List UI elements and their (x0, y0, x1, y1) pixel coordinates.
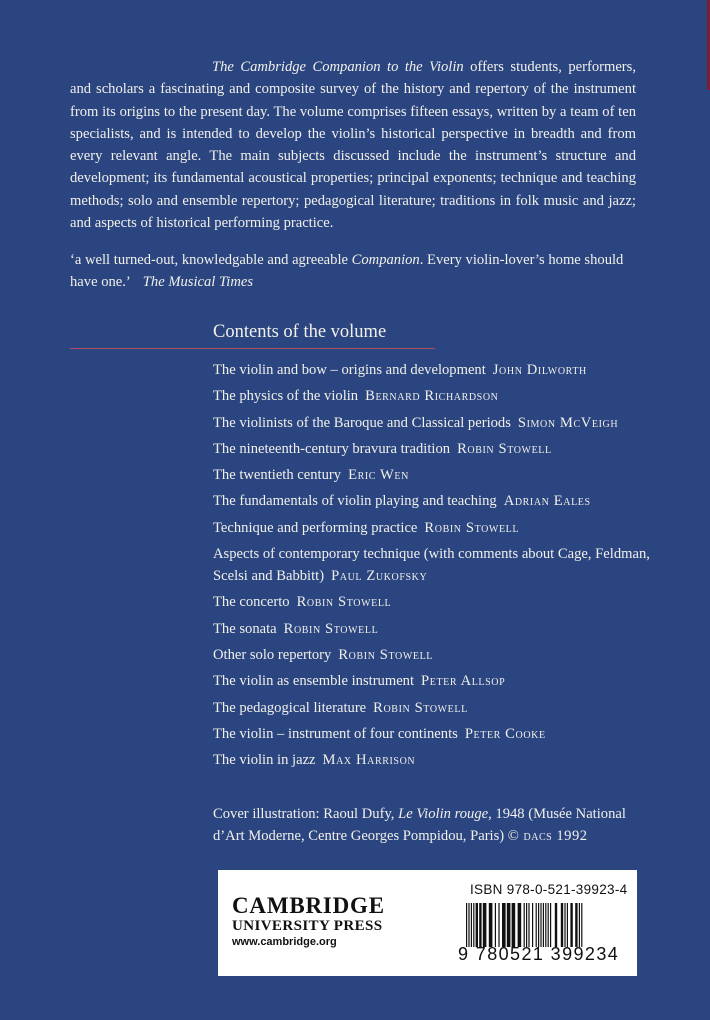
contents-item-title: The physics of the violin (213, 388, 359, 405)
barcode-bar (581, 903, 582, 947)
barcode-bar (489, 903, 493, 947)
publisher-url: www.cambridge.org (232, 936, 337, 948)
contents-item-title: The violin and bow – origins and development (213, 362, 486, 378)
barcode-bar (473, 903, 474, 947)
contents-item-author: Bernard Richardson (365, 388, 499, 405)
contents-item-title: The sonata (213, 620, 277, 637)
review-quote (70, 249, 640, 294)
barcode-bar (512, 903, 516, 947)
barcode-bar (526, 903, 527, 947)
barcode-bar (466, 903, 467, 947)
contents-item (213, 749, 653, 771)
contents-item-author: Robin Stowell (424, 519, 520, 536)
contents-item (213, 618, 653, 640)
contents-divider (70, 348, 435, 349)
barcode-bar (495, 903, 496, 947)
contents-item (213, 517, 653, 539)
contents-item-author: Robin Stowell (373, 699, 468, 716)
publisher-subname: UNIVERSITY PRESS (232, 918, 383, 934)
contents-item (213, 543, 653, 587)
barcode-bar (476, 903, 478, 947)
contents-item-author: Paul Zukofsky (331, 568, 428, 585)
contents-item-author: Peter Allsop (421, 673, 506, 690)
contents-item-author: Robin Stowell (457, 440, 552, 457)
contents-item-title: The twentieth century (213, 467, 342, 484)
barcode-bar (543, 903, 544, 947)
barcode-bar (548, 903, 549, 947)
barcode-bar (507, 903, 511, 947)
description-blurb (70, 56, 636, 234)
contents-item (213, 385, 653, 407)
contents-item (213, 723, 653, 745)
isbn-label: ISBN 978-0-521-39923-4 (470, 882, 628, 897)
cover-credit (213, 803, 653, 848)
barcode-bar (561, 903, 563, 947)
credit-details: , 1948 (Musée National d’Art Moderne, Centre Georges Pompidou, Paris) (213, 806, 626, 845)
publisher-logo (232, 894, 385, 950)
contents-item-title: The violin in jazz (213, 752, 316, 769)
publisher-name: CAMBRIDGE (232, 893, 385, 918)
credit-prefix: Cover illustration: Raoul Dufy, (213, 806, 399, 822)
book-title: The Cambridge Companion to the Violin (212, 59, 464, 75)
barcode-bar (524, 903, 525, 947)
contents-item (213, 644, 653, 666)
barcode-bar (479, 903, 481, 947)
contents-item-title: The violin – instrument of four continents (213, 725, 458, 742)
contents-list (213, 359, 653, 775)
credit-artwork-title: Le Violin rouge (398, 806, 489, 822)
barcode-bar (555, 903, 557, 947)
contents-heading: Contents of the volume (213, 322, 387, 342)
barcode-bar (528, 903, 529, 947)
contents-item-title: The violin as ensemble instrument (213, 673, 415, 690)
barcode-bar (502, 903, 506, 947)
barcode-bar (564, 903, 565, 947)
barcode-bar (567, 903, 568, 947)
barcode-digits: 9 780521 399234 (458, 944, 620, 964)
contents-item (213, 412, 653, 434)
barcode-image (458, 903, 636, 947)
barcode-bar (538, 903, 539, 947)
contents-item (213, 490, 653, 512)
contents-item-author: Robin Stowell (283, 620, 379, 637)
quote-text-end: . Every violin-lover’s home should have one.’ (70, 252, 624, 291)
contents-item (213, 591, 653, 613)
contents-item-title: Technique and performing practice (213, 519, 418, 536)
barcode-panel (218, 870, 637, 976)
barcode-bar (471, 903, 472, 947)
contents-item-author: Robin Stowell (296, 594, 392, 611)
barcode-bar (536, 903, 537, 947)
barcode-bar (550, 903, 551, 947)
contents-item (213, 359, 653, 381)
barcode-bar (540, 903, 541, 947)
barcode-bar (498, 903, 499, 947)
contents-item-title: The concerto (213, 594, 290, 611)
barcode-bar (532, 903, 533, 947)
contents-item-author: Eric Wen (348, 467, 409, 484)
contents-item-author: Simon McVeigh (517, 414, 619, 431)
contents-item-author: Peter Cooke (464, 725, 546, 742)
barcode-bar (570, 903, 572, 947)
contents-item-author: Adrian Eales (503, 493, 591, 510)
barcode-bar (468, 903, 469, 947)
barcode-bar (579, 903, 580, 947)
barcode-bar (575, 903, 577, 947)
quote-source: The Musical Times (142, 274, 254, 291)
contents-item-title: Other solo repertory (213, 646, 332, 663)
barcode-bar (518, 903, 522, 947)
quote-italic: Companion (351, 252, 420, 268)
contents-item-title: The violinists of the Baroque and Classical periods (213, 414, 511, 431)
contents-item-author: Robin Stowell (338, 646, 433, 663)
contents-item-title: The nineteenth-century bravura tradition (213, 440, 451, 457)
contents-item-title: Aspects of contemporary technique (with comments about Cage, Feldman, Scelsi and Babbitt) (213, 546, 650, 585)
contents-item (213, 697, 653, 719)
contents-item (213, 438, 653, 460)
blurb-text: offers students, performers, and scholars a fascinating and composite survey of the history and repertory of the instrument from its origins to the present day. The volume comprises fifteen essays, written by a team of ten specialists, and is intended to develop the violin’s historical perspective in breadth and from every relevant angle. The main subjects discussed include the instrument’s structure and development; its fundamental acoustical properties; principal exponents; technique and teaching methods; solo and ensemble repertory; pedagogical literature; traditions in folk music and jazz; and aspects of historical performing practice. (70, 59, 636, 232)
contents-item-title: The fundamentals of violin playing and teaching (213, 493, 497, 510)
contents-item-author: John Dilworth (492, 362, 587, 378)
quote-text-start: ‘a well turned-out, knowledgable and agreeable (70, 252, 352, 268)
barcode-bar (483, 903, 487, 947)
contents-item (213, 464, 653, 486)
contents-item-author: Max Harrison (322, 752, 416, 769)
contents-item (213, 670, 653, 692)
barcode-bar (545, 903, 546, 947)
credit-copyright: © dacs 1992 (507, 828, 588, 845)
contents-item-title: The pedagogical literature (213, 699, 367, 716)
